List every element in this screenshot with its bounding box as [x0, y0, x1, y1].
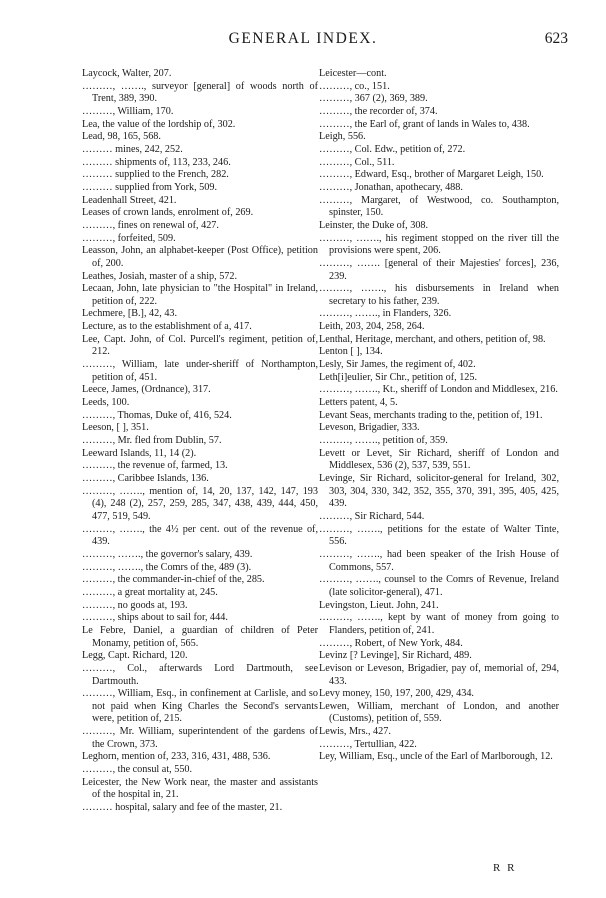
index-entry: ……… supplied from York, 509.: [82, 181, 217, 193]
index-column-right: [319, 68, 559, 764]
index-entry: Levinge, Sir Richard, solicitor-general for Ireland, 302, 303, 304, 330, 342, 352, 355, 370, 391, 395, 405, 425, 439.: [319, 473, 559, 510]
index-entry: ……… shipments of, 113, 233, 246.: [82, 156, 231, 168]
index-entry: ………, Mr. William, superintendent of the gardens of the Crown, 373.: [82, 726, 318, 750]
index-entry: Lesly, Sir James, the regiment of, 402.: [319, 359, 476, 371]
index-entry: Leathes, Josiah, master of a ship, 572.: [82, 270, 238, 282]
index-entry: ………, William, 170.: [82, 105, 174, 117]
signature-mark: R R: [493, 862, 517, 874]
index-entry: ………, ……., the 4½ per cent. out of the revenue of, 439.: [82, 523, 318, 548]
index-entry: ………, the revenue of, farmed, 13.: [82, 460, 228, 472]
index-entry: ………, Margaret, of Westwood, co. Southampton, spinster, 150.: [319, 194, 559, 219]
index-entry: Leinster, the Duke of, 308.: [319, 219, 429, 231]
index-entry: Levett or Levet, Sir Richard, sheriff of London and Middlesex, 536 (2), 537, 539, 551.: [319, 447, 559, 472]
index-entry: ………, ……., the Comrs of the, 489 (3).: [82, 561, 252, 573]
index-entry: ………, no goods at, 193.: [82, 599, 188, 611]
index-entry: ………, ……., Kt., sheriff of London and Middlesex, 216.: [319, 384, 558, 396]
index-entry: ………, ……., his disbursements in Ireland when secretary to his father, 239.: [319, 283, 559, 307]
index-entry: ……… mines, 242, 252.: [82, 143, 183, 155]
index-entry: ………, ……., mention of, 14, 20, 137, 142, 147, 193 (4), 248 (2), 257, 259, 285, 347, 438, 439, 444, 450, 477, 519, 549.: [82, 485, 318, 522]
index-entry: ………, 367 (2), 369, 389.: [319, 93, 428, 105]
index-entry: Lenthal, Heritage, merchant, and others, petition of, 98.: [319, 333, 546, 345]
index-entry: ………, fines on renewal of, 427.: [82, 219, 219, 231]
index-entry: Leveson, Brigadier, 333.: [319, 422, 420, 434]
index-entry: Lecture, as to the establishment of a, 417.: [82, 321, 252, 333]
index-entry: ………, William, Esq., in confinement at Carlisle, and so not paid when King Charles the Second's servants were, petition of, 215.: [82, 688, 318, 725]
index-entry: ………, ……., petitions for the estate of Walter Tinte, 556.: [319, 523, 559, 548]
running-title: GENERAL INDEX.: [228, 30, 378, 47]
index-column-left: [82, 68, 318, 815]
index-entry: Leghorn, mention of, 233, 316, 431, 488, 536.: [82, 751, 271, 763]
index-entry: Lechmere, [B.], 42, 43.: [82, 308, 178, 320]
index-entry: ………, William, late under-sheriff of Northampton, petition of, 451.: [82, 359, 318, 383]
index-entry: Leece, James, (Ordnance), 317.: [82, 384, 211, 396]
index-entry: ………, the consul at, 550.: [82, 764, 193, 776]
index-entry: Levingston, Lieut. John, 241.: [319, 599, 439, 611]
index-entry: Lea, the value of the lordship of, 302.: [82, 118, 236, 130]
index-entry: ……… supplied to the French, 282.: [82, 169, 229, 181]
index-entry: Lecaan, John, late physician to "the Hospital" in Ireland, petition of, 222.: [82, 283, 318, 307]
index-entry: ………, ……., his regiment stopped on the river till the provisions were spent, 206.: [319, 232, 559, 257]
index-entry: Le Febre, Daniel, a guardian of children of Peter Monamy, petition of, 565.: [82, 624, 318, 649]
index-entry: ………, the commander-in-chief of the, 285.: [82, 574, 265, 586]
index-entry: ………, Jonathan, apothecary, 488.: [319, 181, 463, 193]
index-entry: ………, Tertullian, 422.: [319, 738, 417, 750]
index-entry: ………, Col., 511.: [319, 156, 395, 168]
index-entry: Leeson, [ ], 351.: [82, 422, 149, 434]
index-entry: Levinz [? Levinge], Sir Richard, 489.: [319, 650, 472, 662]
index-entry: Leicester—cont.: [319, 68, 387, 79]
index-entry: ………, ……., surveyor [general] of woods north of Trent, 389, 390.: [82, 80, 318, 105]
index-entry: ………, ……., kept by want of money from going to Flanders, petition of, 241.: [319, 612, 559, 636]
index-entry: ………, ……., had been speaker of the Irish House of Commons, 557.: [319, 548, 559, 573]
index-entry: Lee, Capt. John, of Col. Purcell's regiment, petition of, 212.: [82, 333, 318, 358]
index-entry: Lewis, Mrs., 427.: [319, 726, 391, 738]
index-entry: ………, Caribbee Islands, 136.: [82, 473, 209, 484]
index-entry: ………, ……., in Flanders, 326.: [319, 308, 452, 320]
index-entry: ………, ……., petition of, 359.: [319, 435, 448, 447]
index-entry: Laycock, Walter, 207.: [82, 68, 172, 79]
page-header: [0, 30, 606, 54]
index-entry: ………, Col. Edw., petition of, 272.: [319, 143, 466, 155]
index-entry: ………, Thomas, Duke of, 416, 524.: [82, 409, 232, 421]
index-entry: ………, Sir Richard, 544.: [319, 510, 425, 522]
index-entry: Lead, 98, 165, 568.: [82, 131, 161, 143]
index-entry: ………, co., 151.: [319, 80, 390, 92]
index-entry: Legg, Capt. Richard, 120.: [82, 650, 188, 662]
index-entry: Leeward Islands, 11, 14 (2).: [82, 447, 197, 459]
index-entry: ……… hospital, salary and fee of the master, 21.: [82, 802, 283, 814]
index-entry: ………, ……., counsel to the Comrs of Revenue, Ireland (late solicitor-general), 471.: [319, 574, 559, 598]
index-entry: Leth[i]eulier, Sir Chr., petition of, 125.: [319, 371, 478, 383]
index-entry: ………, ……. [general of their Majesties' forces], 236, 239.: [319, 257, 559, 282]
index-entry: ………, Mr. fled from Dublin, 57.: [82, 435, 222, 447]
index-entry: ………, Robert, of New York, 484.: [319, 637, 463, 649]
index-entry: Leasson, John, an alphabet-keeper (Post Office), petition of, 200.: [82, 245, 318, 269]
index-entry: Leeds, 100.: [82, 397, 130, 409]
index-entry: ………, ships about to sail for, 444.: [82, 612, 228, 624]
index-entry: Leith, 203, 204, 258, 264.: [319, 321, 425, 333]
index-entry: Leicester, the New Work near, the master and assistants of the hospital in, 21.: [82, 776, 318, 801]
index-entry: Leadenhall Street, 421.: [82, 194, 177, 206]
index-entry: Leases of crown lands, enrolment of, 269.: [82, 207, 254, 219]
page-number: 623: [544, 30, 568, 47]
index-entry: ………, a great mortality at, 245.: [82, 586, 218, 598]
index-entry: Lewen, William, merchant of London, and another (Customs), petition of, 559.: [319, 700, 559, 725]
index-entry: ………, Edward, Esq., brother of Margaret Leigh, 150.: [319, 169, 544, 181]
index-entry: Levison or Leveson, Brigadier, pay of, memorial of, 294, 433.: [319, 662, 559, 687]
index-entry: Lenton [ ], 134.: [319, 346, 383, 358]
index-entry: ………, the recorder of, 374.: [319, 105, 438, 117]
index-entry: Letters patent, 4, 5.: [319, 397, 398, 409]
index-entry: Leigh, 556.: [319, 131, 366, 143]
index-entry: Levant Seas, merchants trading to the, petition of, 191.: [319, 409, 543, 421]
index-entry: ………, Col., afterwards Lord Dartmouth, see Dartmouth.: [82, 662, 318, 687]
index-entry: ………, forfeited, 509.: [82, 232, 176, 244]
index-entry: Ley, William, Esq., uncle of the Earl of Marlborough, 12.: [319, 751, 553, 763]
index-entry: ………, ……., the governor's salary, 439.: [82, 548, 253, 560]
index-entry: ………, the Earl of, grant of lands in Wales to, 438.: [319, 118, 530, 130]
index-entry: Levy money, 150, 197, 200, 429, 434.: [319, 688, 474, 700]
